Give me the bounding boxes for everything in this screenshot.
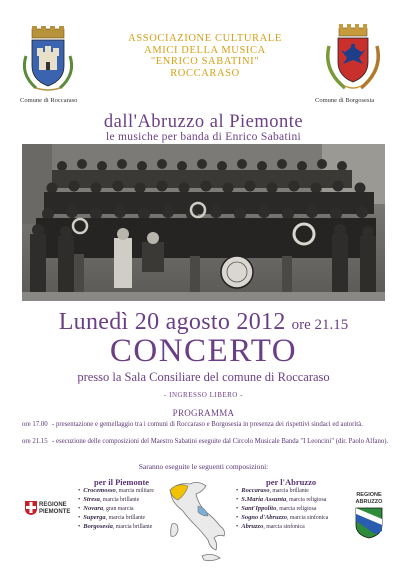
roccaraso-crest <box>18 26 78 98</box>
castle-crest-icon <box>18 26 78 94</box>
abruzzo-compositions <box>236 487 328 532</box>
borgosesia-label: Comune di Borgosesia <box>315 97 375 104</box>
borgosesia-crest <box>323 24 383 96</box>
list-item: • Abruzzo, marcia sinfonica <box>236 522 305 530</box>
list-item: • Crocemosso, marcia militare <box>78 487 154 494</box>
concert-headline: CONCERTO <box>109 333 298 369</box>
piemonte-heading: per il Piemonte <box>94 477 150 487</box>
programma-item-1 <box>22 421 390 438</box>
italy-map-icon <box>162 478 238 564</box>
piemonte-flag-icon <box>24 500 38 516</box>
eagle-crest-icon <box>323 24 383 92</box>
regione-abruzzo-logo <box>350 492 388 543</box>
list-item: • Superga, marcia brillante <box>78 513 146 521</box>
admission-note: - INGRESSO LIBERO - <box>164 391 243 399</box>
main-title: dall'Abruzzo al Piemonte <box>103 112 304 132</box>
list-item: • S.Maria Assunta, marcia religiosa <box>236 495 327 503</box>
compositions-intro: Saranno eseguite le seguenti composizioni: <box>138 462 269 471</box>
abruzzo-label-1: REGIONE <box>356 492 382 498</box>
association-header <box>100 33 310 79</box>
event-date-line <box>0 309 407 336</box>
abruzzo-shield-icon <box>355 507 383 539</box>
abruzzo-label-2: ABRUZZO <box>355 498 383 505</box>
association-line-1: ASSOCIAZIONE CULTURALE <box>128 33 282 44</box>
event-venue: presso la Sala Consiliare del comune di Roccaraso <box>77 370 330 384</box>
piemonte-label-1: REGIONE <box>39 502 67 508</box>
programma-time-1: ore 17.00 <box>22 421 48 428</box>
band-photo-image <box>22 144 385 301</box>
list-item: • Roccaraso, marcia brillante <box>236 487 309 494</box>
italy-map <box>162 478 238 568</box>
piemonte-label-2: PIEMONTE <box>39 508 71 515</box>
association-line-3: "ENRICO SABATINI" <box>150 56 260 67</box>
abruzzo-heading: per l'Abruzzo <box>266 477 317 487</box>
programma-item-2 <box>22 438 390 455</box>
subtitle: le musiche per banda di Enrico Sabatini <box>105 131 301 143</box>
list-item: • Novara, gran marcia <box>78 504 134 512</box>
event-date: Lunedì 20 agosto 2012 <box>58 309 286 335</box>
list-item: • Sogno d'Abruzzo, marcia sinfonica <box>236 513 329 521</box>
band-photo <box>22 144 385 301</box>
roccaraso-label: Comune di Roccaraso <box>20 97 78 104</box>
list-item: • Sant'Ippolito, marcia religiosa <box>236 504 317 512</box>
association-line-4: ROCCARASO <box>170 67 240 79</box>
programma-time-2: ore 21.15 <box>22 438 48 445</box>
association-line-2: AMICI DELLA MUSICA <box>144 44 266 56</box>
piemonte-compositions <box>78 487 154 532</box>
programma-text-1: - presentazione e gemellaggio tra i comuni di Roccaraso e Borgosesia in presenza dei rispettivi sindaci ed autorità. <box>52 421 363 428</box>
list-item: • Borgosesia, marcia brillante <box>78 522 153 530</box>
event-time: ore 21.15 <box>291 317 349 333</box>
list-item: • Stresa, marcia brillante <box>78 495 140 503</box>
programma-heading: PROGRAMMA <box>172 408 235 418</box>
programma-text-2: - esecuzione delle composizioni del Maestro Sabatini eseguite dal Circolo Musicale Banda "I Leoncini" (dir. Paolo Alfano). <box>52 438 389 445</box>
